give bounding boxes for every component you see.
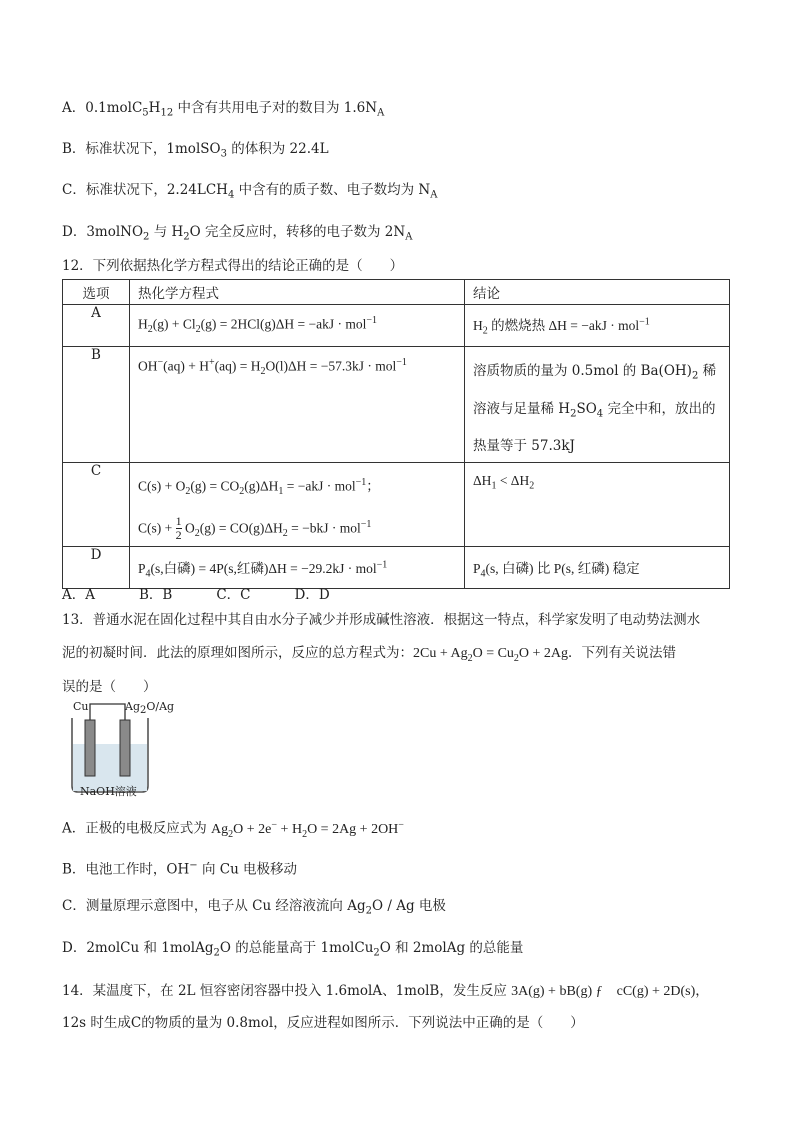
q11-option-a: A．$0.1molC_5H_{12}$ 中含有共用电子对的数目为 $1.6N_A$ <box>62 100 385 119</box>
q11-option-c: C．标准状况下，$2.24LCH_4$ 中含有的质子数、电子数均为 $N_A$ <box>62 182 438 201</box>
row-option-c: C <box>63 463 130 547</box>
row-option-a: A <box>63 305 130 347</box>
row-b-equation: $OH^-(aq) + H^+(aq) = H_2O(l)\Delta H = -57.3kJ \cdot mol^{-1}$ <box>130 347 465 463</box>
table-row <box>63 547 730 589</box>
q13-option-d: D．2molCu 和 1molAg$_2$O 的总能量高于 1molCu$_2$O 和 2molAg 的总能量 <box>62 940 524 959</box>
header-equation: 热化学方程式 <box>130 280 465 305</box>
row-c-conclusion: $\Delta H_1 < \Delta H_2$ <box>465 463 730 547</box>
q12-answer-d: D．D <box>294 587 330 603</box>
q13-stem-line3: 误的是（ ） <box>62 679 157 695</box>
row-option-d: D <box>63 547 130 589</box>
q11-option-d: D．3molNO$_2$ 与 $H_2O$ 完全反应时，转移的电子数为 $2N_A$ <box>62 224 413 243</box>
q13-stem-line1: 13．普通水泥在固化过程中其自由水分子减少并形成碱性溶液．根据这一特点，科学家发明了电动势法测水 <box>62 612 701 628</box>
row-option-b: B <box>63 347 130 463</box>
figure-label-naoh: NaOH溶液 <box>80 785 137 798</box>
q13-option-a: A．正极的电极反应式为 $Ag_2O + 2e^- + H_2O = 2Ag + 2OH^-$ <box>62 819 404 840</box>
q14-stem-line1: 14．某温度下，在 2L 恒容密闭容器中投入 1.6molA、1molB，发生反应 3A(g) + bB(g) ƒ cC(g) + 2D(s)， <box>62 983 709 999</box>
table-row <box>63 347 730 463</box>
q12-answer-a: A．A <box>62 587 95 603</box>
figure-label-cu: Cu <box>73 700 89 713</box>
q12-stem: 12．下列依据热化学方程式得出的结论正确的是（ ） <box>62 258 404 274</box>
row-d-conclusion: $P_4(s$, 白磷) 比 P(s, 红磷) 稳定 <box>465 547 730 589</box>
row-b-conclusion: 溶质物质的量为 0.5mol 的 $Ba(OH)_2$ 稀溶液与足量稀 $H_2SO_4$ 完全中和，放出的热量等于 57.3kJ <box>465 347 730 463</box>
table-header-row <box>63 280 730 305</box>
header-option: 选项 <box>63 280 130 305</box>
row-a-conclusion: $H_2$ 的燃烧热 ΔH = −akJ · mol$^{-1}$ <box>465 305 730 347</box>
row-c-equation: $C(s) + O_2(g) = CO_2(g)\Delta H_1 = -akJ \cdot mol^{-1}$； C(s) + $\frac{1}{2}$ $O_2(g) = CO(g)\Delta H_2 = -bkJ \cdot mol^{-1}$ <box>130 463 465 547</box>
q12-answer-options <box>62 585 374 605</box>
row-a-equation: $H_2(g) + Cl_2(g) = 2HCl(g)\Delta H = -akJ \cdot mol^{-1}$ <box>130 305 465 347</box>
row-d-equation: $P_4(s$,白磷) = 4P(s,红磷)ΔH = −29.2kJ · mol$^{-1}$ <box>130 547 465 589</box>
q11-option-b: B．标准状况下，1molSO$_3$ 的体积为 22.4L <box>62 141 329 160</box>
q14-stem-line2: 12s 时生成C的物质的量为 0.8mol，反应进程如图所示．下列说法中正确的是（ ） <box>62 1015 584 1031</box>
table-row <box>63 305 730 347</box>
q12-answer-b: B．B <box>139 587 173 603</box>
q13-option-b: B．电池工作时，OH− 向 Cu 电极移动 <box>62 860 298 878</box>
q13-stem-line2: 泥的初凝时间．此法的原理如图所示，反应的总方程式为：$2Cu + Ag_2O = Cu_2O + 2Ag$．下列有关说法错 <box>62 645 677 664</box>
header-conclusion: 结论 <box>465 280 730 305</box>
q12-table <box>62 279 730 589</box>
figure-label-ag2o-ag: $Ag_2O/Ag$ <box>125 700 175 717</box>
q12-answer-c: C．C <box>216 587 251 603</box>
table-row <box>63 463 730 547</box>
q13-option-c: C．测量原理示意图中，电子从 Cu 经溶液流向 $Ag_2O$ / Ag 电极 <box>62 898 446 917</box>
